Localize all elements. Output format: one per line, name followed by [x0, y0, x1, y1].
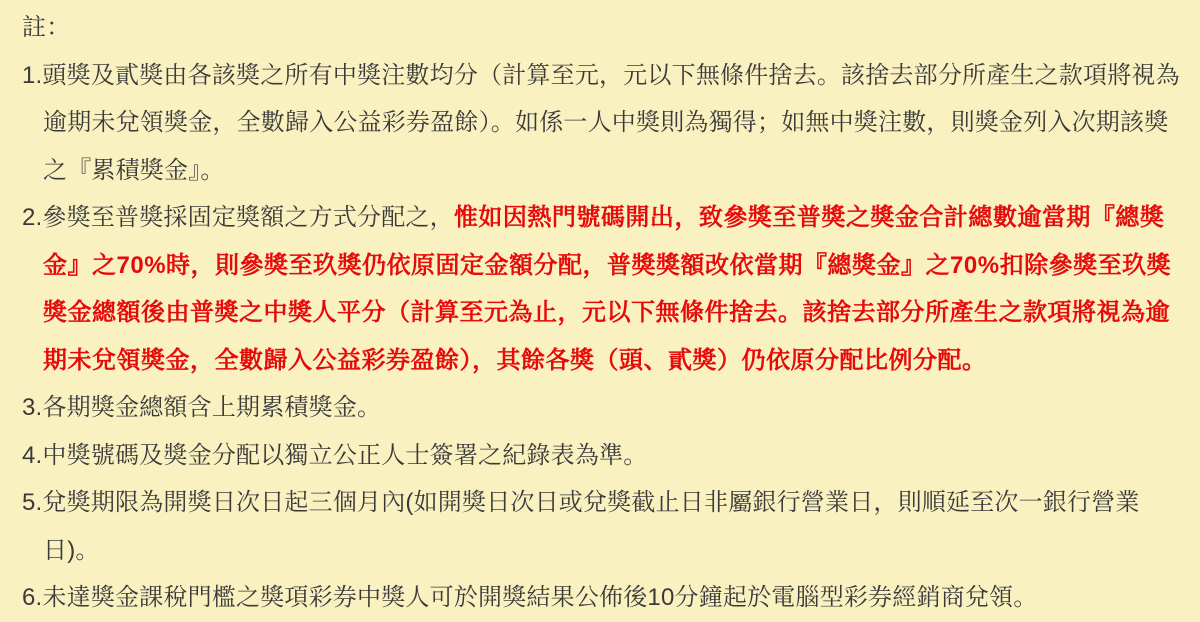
note-item-1-text: 1.頭獎及貳獎由各該獎之所有中獎注數均分（計算至元，元以下無條件捨去。該捨去部分所產生之款項將視為逾期未兌領獎金，全數歸入公益彩券盈餘）。如係一人中獎則為獨得；如無中獎注數，則獎金列入次期該獎之『累積獎金』。: [22, 61, 1180, 184]
note-item-6-text: 6.未達獎金課稅門檻之獎項彩券中獎人可於開獎結果公佈後10分鐘起於電腦型彩券經銷商兌領。: [22, 584, 1038, 611]
note-item-4: [22, 432, 1188, 480]
note-item-3: [22, 384, 1188, 432]
notes-title: 註：: [22, 14, 71, 41]
note-item-5: [22, 479, 1188, 574]
note-item-3-text: 3.各期獎金總額含上期累積獎金。: [22, 394, 382, 421]
note-item-2-emphasis-text: 惟如因熱門號碼開出，致參獎至普獎之獎金合計總數逾當期『總獎金』之70%時，則參獎至玖獎仍依原固定金額分配，普獎獎額改依當期『總獎金』之70%扣除參獎至玖獎獎金總額後由普獎之中獎人平分（計算至元為止，元以下無條件捨去。該捨去部分所產生之款項將視為逾期未兌領獎金，全數歸入公益彩券盈餘），其餘各獎（頭、貳獎）仍依原分配比例分配。: [43, 204, 1172, 374]
note-item-5-text: 5.兌獎期限為開獎日次日起三個月內(如開獎日次日或兌獎截止日非屬銀行營業日，則順延至次一銀行營業日)。: [22, 489, 1140, 564]
note-item-2: [22, 194, 1188, 384]
note-item-1: [22, 52, 1188, 195]
note-item-2-text: 2.參獎至普獎採固定獎額之方式分配之，: [22, 204, 454, 231]
note-item-6: [22, 574, 1188, 622]
note-item-4-text: 4.中獎號碼及獎金分配以獨立公正人士簽署之紀錄表為準。: [22, 441, 648, 469]
